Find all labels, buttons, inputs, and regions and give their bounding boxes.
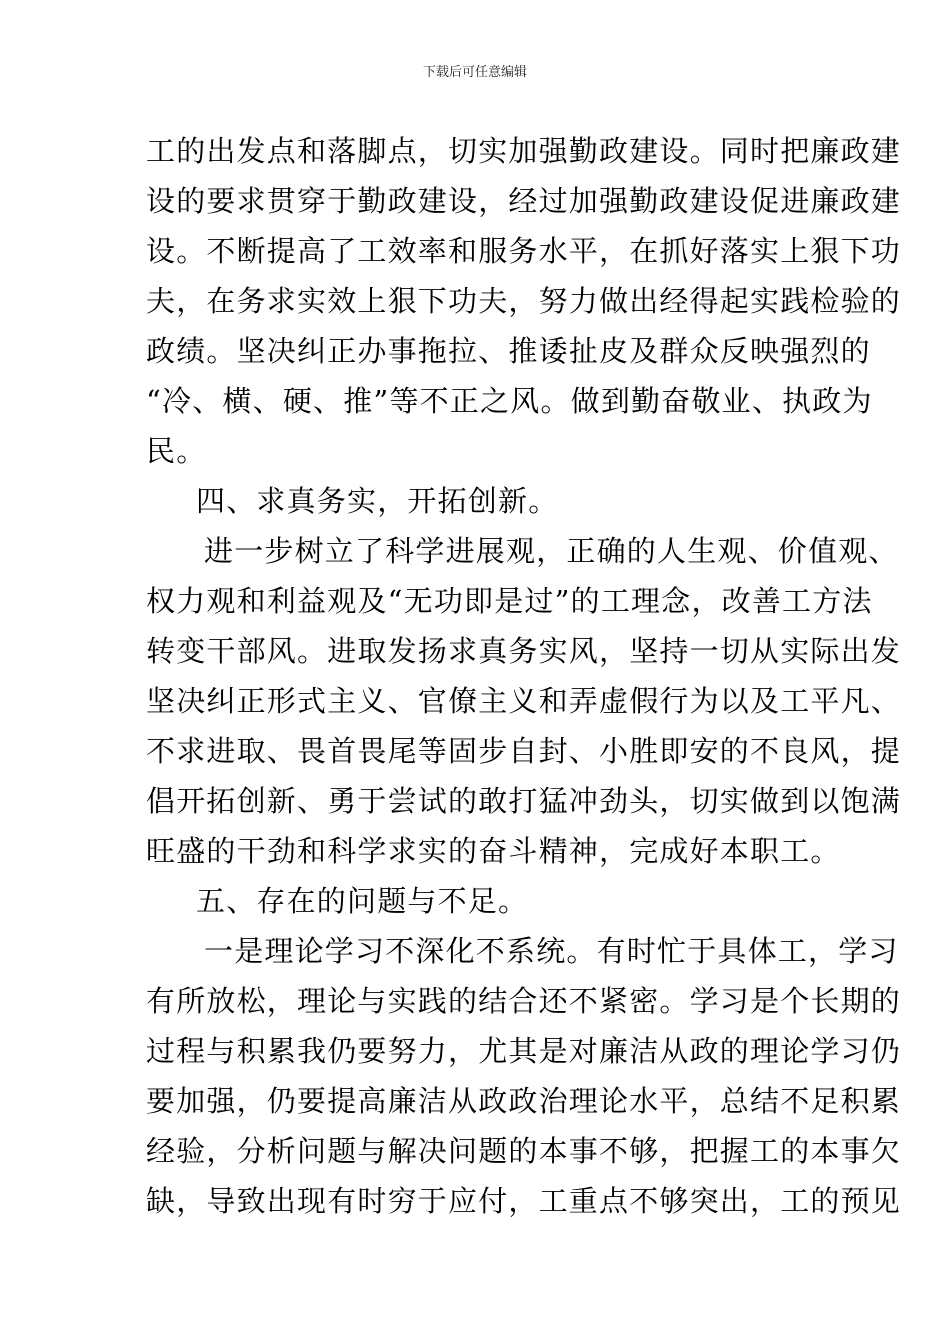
body-line: “冷、横、硬、推”等不正之风。做到勤奋敬业、执政为 bbox=[146, 384, 873, 418]
document-body bbox=[146, 126, 902, 1226]
body-line: 民。 bbox=[146, 434, 207, 468]
section-heading: 五、存在的问题与不足。 bbox=[196, 884, 529, 918]
body-line: 有所放松，理论与实践的结合还不紧密。学习是个长期的 bbox=[146, 984, 902, 1018]
body-line: 缺，导致出现有时穷于应付，工重点不够突出，工的预见 bbox=[146, 1184, 902, 1218]
paragraph-first-line: 一是理论学习不深化不系统。有时忙于具体工，学习 bbox=[204, 934, 899, 968]
body-line: 工的出发点和落脚点，切实加强勤政建设。同时把廉政建 bbox=[146, 134, 902, 168]
section-heading: 四、求真务实，开拓创新。 bbox=[196, 484, 559, 518]
page-header: 下载后可任意编辑 bbox=[422, 65, 527, 80]
body-line: 夫，在务求实效上狠下功夫，努力做出经得起实践检验的 bbox=[146, 284, 902, 318]
body-line: 不求进取、畏首畏尾等固步自封、小胜即安的不良风，提 bbox=[146, 734, 902, 768]
body-line: 坚决纠正形式主义、官僚主义和弄虚假行为以及工平凡、 bbox=[146, 684, 902, 718]
body-line: 转变干部风。进取发扬求真务实风，坚持一切从实际出发 bbox=[146, 634, 902, 668]
body-line: 设的要求贯穿于勤政建设，经过加强勤政建设促进廉政建 bbox=[146, 184, 902, 218]
body-line: 要加强，仍要提高廉洁从政政治理论水平，总结不足积累 bbox=[146, 1084, 902, 1118]
body-line: 政绩。坚决纠正办事拖拉、推诿扯皮及群众反映强烈的 bbox=[146, 334, 871, 368]
body-line: 倡开拓创新、勇于尝试的敢打猛冲劲头，切实做到以饱满 bbox=[146, 784, 902, 818]
paragraph-first-line: 进一步树立了科学进展观，正确的人生观、价值观、 bbox=[204, 534, 899, 568]
body-line: 设。不断提高了工效率和服务水平，在抓好落实上狠下功 bbox=[146, 234, 902, 268]
body-line: 旺盛的干劲和科学求实的奋斗精神，完成好本职工。 bbox=[146, 834, 841, 868]
body-line: 经验，分析问题与解决问题的本事不够，把握工的本事欠 bbox=[146, 1134, 902, 1168]
body-line: 过程与积累我仍要努力，尤其是对廉洁从政的理论学习仍 bbox=[146, 1034, 902, 1068]
body-line: 权力观和利益观及“无功即是过”的工理念，改善工方法 bbox=[146, 584, 873, 618]
